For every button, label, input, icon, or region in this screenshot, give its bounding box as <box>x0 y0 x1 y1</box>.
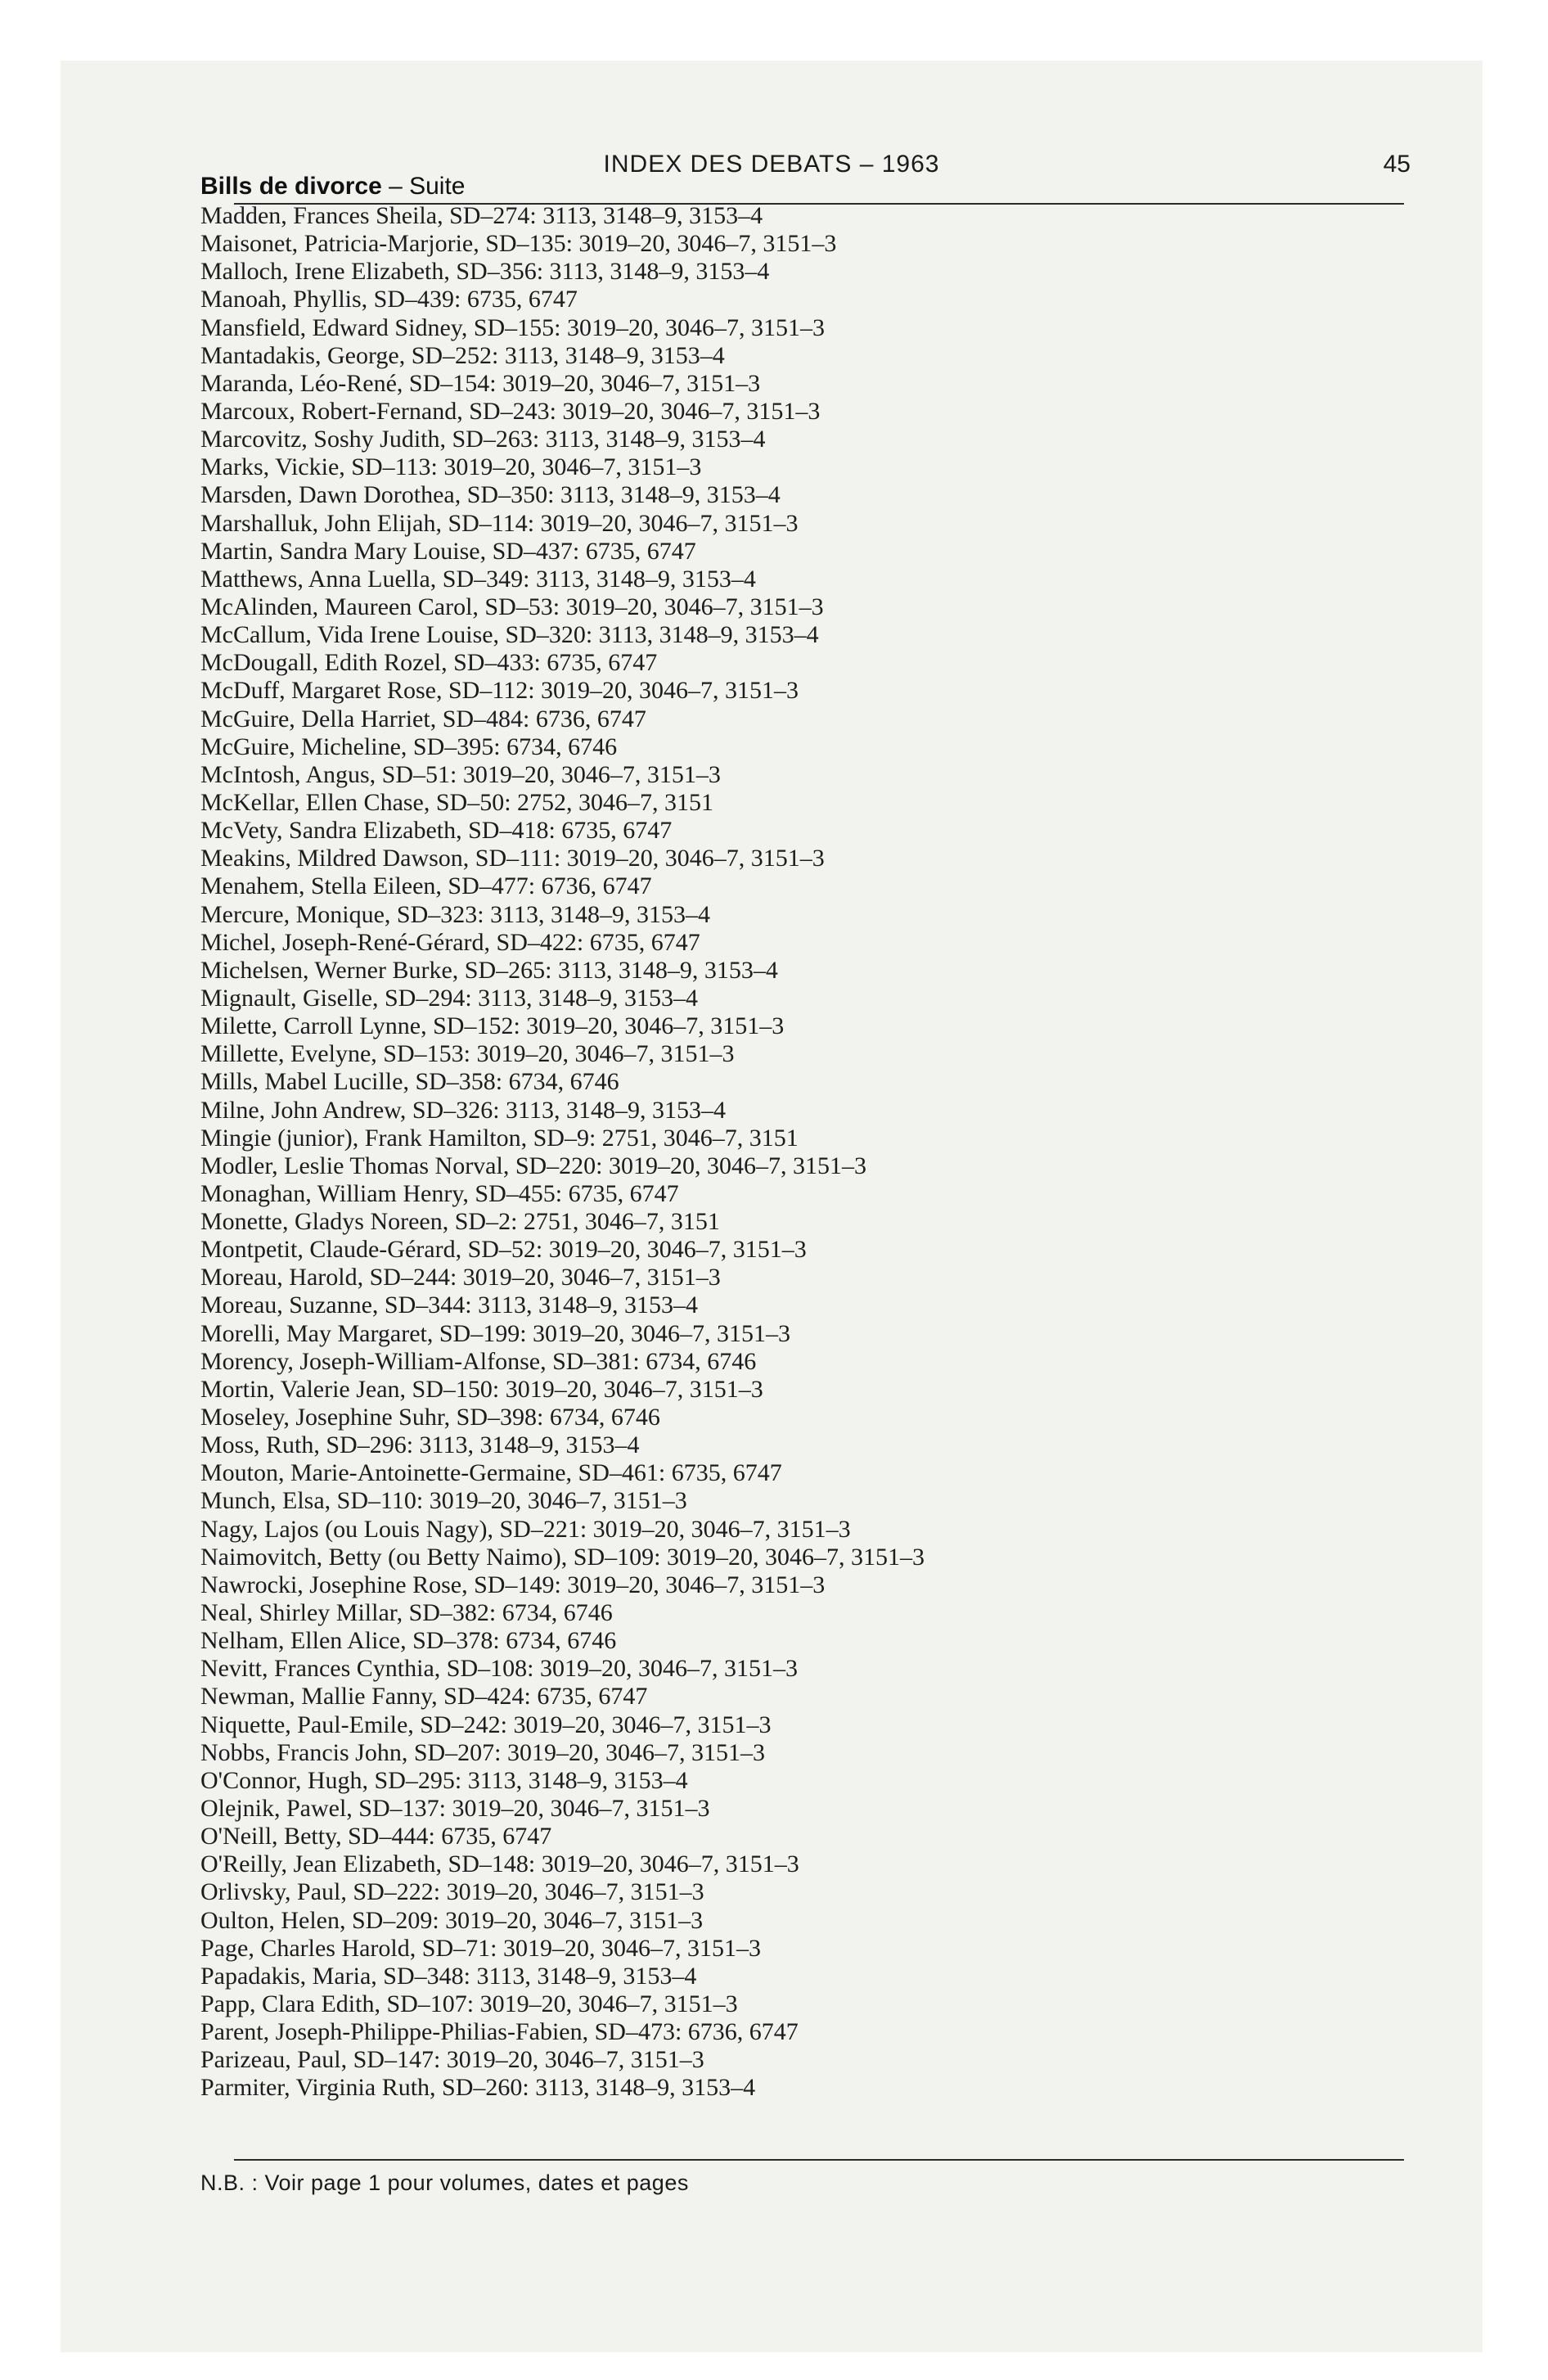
index-entry: O'Connor, Hugh, SD–295: 3113, 3148–9, 3153–4 <box>200 1766 688 1794</box>
index-entry: Madden, Frances Sheila, SD–274: 3113, 3148–9, 3153–4 <box>200 202 763 229</box>
page-number: 45 <box>1383 151 1411 178</box>
index-entry: Neal, Shirley Millar, SD–382: 6734, 6746 <box>200 1599 613 1627</box>
index-entry: Marcoux, Robert-Fernand, SD–243: 3019–20, 3046–7, 3151–3 <box>200 397 821 425</box>
index-entry: McKellar, Ellen Chase, SD–50: 2752, 3046–7, 3151 <box>200 788 714 816</box>
index-entry: Maranda, Léo-René, SD–154: 3019–20, 3046–7, 3151–3 <box>200 369 761 397</box>
footer-rule <box>234 2159 1404 2161</box>
index-entry: Mansfield, Edward Sidney, SD–155: 3019–20, 3046–7, 3151–3 <box>200 313 826 341</box>
index-entry: Morency, Joseph-William-Alfonse, SD–381: 6734, 6746 <box>200 1347 757 1375</box>
index-entry: Papadakis, Maria, SD–348: 3113, 3148–9, 3153–4 <box>200 1962 697 1990</box>
index-entry: McCallum, Vida Irene Louise, SD–320: 3113, 3148–9, 3153–4 <box>200 621 819 649</box>
index-entry: Marks, Vickie, SD–113: 3019–20, 3046–7, 3151–3 <box>200 453 702 481</box>
index-entry: Page, Charles Harold, SD–71: 3019–20, 3046–7, 3151–3 <box>200 1934 761 1962</box>
index-entry: Oulton, Helen, SD–209: 3019–20, 3046–7, 3151–3 <box>200 1906 704 1934</box>
index-entry: Moseley, Josephine Suhr, SD–398: 6734, 6746 <box>200 1404 660 1431</box>
index-entry: Morelli, May Margaret, SD–199: 3019–20, 3046–7, 3151–3 <box>200 1319 791 1347</box>
index-entry: O'Neill, Betty, SD–444: 6735, 6747 <box>200 1823 552 1850</box>
index-entry: Nobbs, Francis John, SD–207: 3019–20, 3046–7, 3151–3 <box>200 1738 766 1766</box>
index-entry: Matthews, Anna Luella, SD–349: 3113, 3148–9, 3153–4 <box>200 565 756 593</box>
index-entry: Michel, Joseph-René-Gérard, SD–422: 6735, 6747 <box>200 928 700 956</box>
running-title: INDEX DES DEBATS – 1963 <box>603 151 940 178</box>
index-entry: Nelham, Ellen Alice, SD–378: 6734, 6746 <box>200 1627 617 1655</box>
index-entry: Olejnik, Pawel, SD–137: 3019–20, 3046–7, 3151–3 <box>200 1795 710 1823</box>
index-entry: Milette, Carroll Lynne, SD–152: 3019–20, 3046–7, 3151–3 <box>200 1012 785 1040</box>
index-entry: Michelsen, Werner Burke, SD–265: 3113, 3148–9, 3153–4 <box>200 956 778 984</box>
index-entry: Marshalluk, John Elijah, SD–114: 3019–20, 3046–7, 3151–3 <box>200 509 799 537</box>
index-entry: Mignault, Giselle, SD–294: 3113, 3148–9, 3153–4 <box>200 984 699 1012</box>
index-entry: Nagy, Lajos (ou Louis Nagy), SD–221: 3019–20, 3046–7, 3151–3 <box>200 1515 851 1543</box>
index-entry: Milne, John Andrew, SD–326: 3113, 3148–9, 3153–4 <box>200 1096 726 1124</box>
index-entry: Newman, Mallie Fanny, SD–424: 6735, 6747 <box>200 1683 648 1711</box>
index-entry: McIntosh, Angus, SD–51: 3019–20, 3046–7, 3151–3 <box>200 760 721 788</box>
index-entry: Martin, Sandra Mary Louise, SD–437: 6735, 6747 <box>200 537 696 565</box>
index-entry: Monaghan, William Henry, SD–455: 6735, 6747 <box>200 1179 679 1207</box>
index-entry: Mills, Mabel Lucille, SD–358: 6734, 6746 <box>200 1068 619 1096</box>
index-entry: Marsden, Dawn Dorothea, SD–350: 3113, 3148–9, 3153–4 <box>200 481 781 509</box>
index-entry: Moreau, Suzanne, SD–344: 3113, 3148–9, 3153–4 <box>200 1291 698 1319</box>
index-entry: Nawrocki, Josephine Rose, SD–149: 3019–20, 3046–7, 3151–3 <box>200 1571 826 1598</box>
index-entry: Millette, Evelyne, SD–153: 3019–20, 3046–7, 3151–3 <box>200 1040 735 1068</box>
index-entry: Mingie (junior), Frank Hamilton, SD–9: 2751, 3046–7, 3151 <box>200 1124 799 1152</box>
index-entry: McAlinden, Maureen Carol, SD–53: 3019–20, 3046–7, 3151–3 <box>200 593 824 620</box>
index-entry: Montpetit, Claude-Gérard, SD–52: 3019–20, 3046–7, 3151–3 <box>200 1236 807 1264</box>
index-entry: Parmiter, Virginia Ruth, SD–260: 3113, 3148–9, 3153–4 <box>200 2074 756 2102</box>
index-entry: Parent, Joseph-Philippe-Philias-Fabien, SD–473: 6736, 6747 <box>200 2018 799 2046</box>
index-entry: Papp, Clara Edith, SD–107: 3019–20, 3046–7, 3151–3 <box>200 1990 738 2017</box>
index-content <box>200 172 1387 2103</box>
index-entry: Monette, Gladys Noreen, SD–2: 2751, 3046–7, 3151 <box>200 1208 720 1236</box>
index-entry: Mortin, Valerie Jean, SD–150: 3019–20, 3046–7, 3151–3 <box>200 1375 763 1403</box>
index-entry: O'Reilly, Jean Elizabeth, SD–148: 3019–20, 3046–7, 3151–3 <box>200 1850 799 1878</box>
index-entry: McVety, Sandra Elizabeth, SD–418: 6735, 6747 <box>200 817 673 845</box>
index-entry: Parizeau, Paul, SD–147: 3019–20, 3046–7, 3151–3 <box>200 2046 704 2074</box>
index-entry: Mantadakis, George, SD–252: 3113, 3148–9, 3153–4 <box>200 341 725 369</box>
index-entry: Moss, Ruth, SD–296: 3113, 3148–9, 3153–4 <box>200 1431 640 1459</box>
section-heading <box>200 172 1387 201</box>
index-entry: Mercure, Monique, SD–323: 3113, 3148–9, 3153–4 <box>200 900 710 928</box>
index-entry: Modler, Leslie Thomas Norval, SD–220: 3019–20, 3046–7, 3151–3 <box>200 1152 867 1179</box>
index-entry: McGuire, Micheline, SD–395: 6734, 6746 <box>200 732 618 760</box>
index-entry: Moreau, Harold, SD–244: 3019–20, 3046–7, 3151–3 <box>200 1264 721 1291</box>
index-entry: Maisonet, Patricia-Marjorie, SD–135: 3019–20, 3046–7, 3151–3 <box>200 230 837 258</box>
index-entry: McDuff, Margaret Rose, SD–112: 3019–20, 3046–7, 3151–3 <box>200 677 799 705</box>
index-entry: Munch, Elsa, SD–110: 3019–20, 3046–7, 3151–3 <box>200 1487 687 1515</box>
index-entry: Orlivsky, Paul, SD–222: 3019–20, 3046–7, 3151–3 <box>200 1878 704 1906</box>
index-entry: Nevitt, Frances Cynthia, SD–108: 3019–20, 3046–7, 3151–3 <box>200 1655 798 1683</box>
section-heading-title: Bills de divorce <box>200 173 382 200</box>
index-entry: Niquette, Paul-Emile, SD–242: 3019–20, 3046–7, 3151–3 <box>200 1711 772 1738</box>
index-entry: McDougall, Edith Rozel, SD–433: 6735, 6747 <box>200 649 658 677</box>
index-entry: Naimovitch, Betty (ou Betty Naimo), SD–109: 3019–20, 3046–7, 3151–3 <box>200 1543 925 1571</box>
index-entry: Meakins, Mildred Dawson, SD–111: 3019–20, 3046–7, 3151–3 <box>200 845 825 872</box>
index-entry: Malloch, Irene Elizabeth, SD–356: 3113, 3148–9, 3153–4 <box>200 258 770 286</box>
footnote: N.B. : Voir page 1 pour volumes, dates et pages <box>200 2170 689 2195</box>
index-entry: Manoah, Phyllis, SD–439: 6735, 6747 <box>200 286 578 313</box>
index-entry: Menahem, Stella Eileen, SD–477: 6736, 6747 <box>200 872 652 900</box>
index-entries-list <box>200 202 1387 2103</box>
index-entry: McGuire, Della Harriet, SD–484: 6736, 6747 <box>200 705 646 732</box>
index-entry: Mouton, Marie-Antoinette-Germaine, SD–461: 6735, 6747 <box>200 1459 782 1487</box>
section-heading-suffix: – Suite <box>381 173 466 200</box>
index-entry: Marcovitz, Soshy Judith, SD–263: 3113, 3148–9, 3153–4 <box>200 426 766 453</box>
